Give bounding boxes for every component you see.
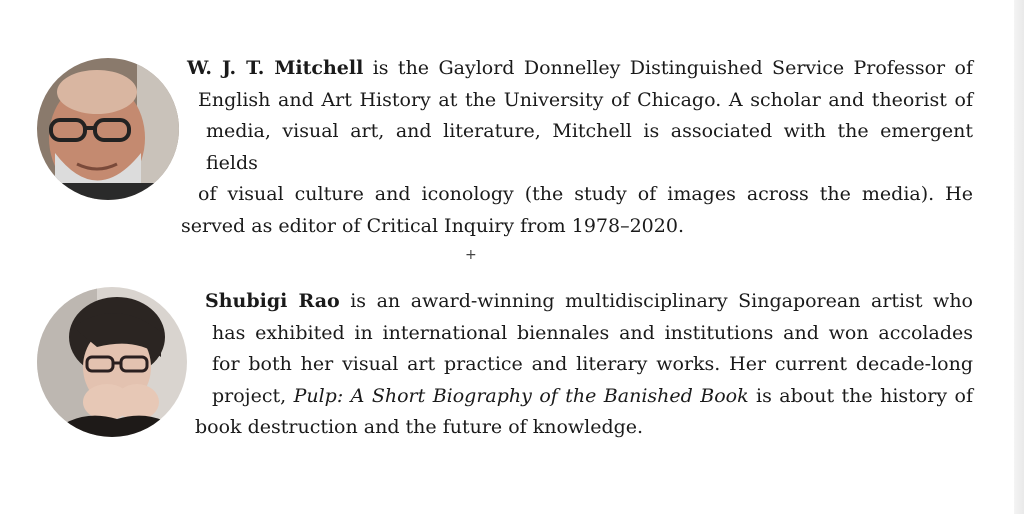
book-title: Pulp: A Short Biography of the Banished Book bbox=[293, 384, 749, 407]
mitchell-name: W. J. T. Mitchell bbox=[187, 57, 364, 79]
rao-portrait bbox=[37, 287, 187, 437]
section-divider: + bbox=[465, 247, 477, 263]
mitchell-portrait bbox=[37, 58, 179, 200]
rao-name: Shubigi Rao bbox=[205, 290, 340, 312]
page-edge bbox=[1014, 0, 1024, 514]
mitchell-bio: W. J. T. Mitchell is the Gaylord Donnelley Distinguished Service Professor of English and Art History at the University of Chicago. A scholar and theorist of media, visual art, and literature, Mitchell is associated with the emergent fields of visual culture and iconology (the study of images across the media). He served as editor of Critical Inquiry from 1978–2020. bbox=[181, 57, 973, 237]
rao-bio: Shubigi Rao is an award-winning multidisciplinary Singaporean artist who has exhibited in international biennales and institutions and won accolades for both her visual art practice and literary works. Her current decade-long project, Pulp: A Short Biography of the Banished Book is about the history of book destruction and the future of knowledge. bbox=[195, 290, 973, 438]
